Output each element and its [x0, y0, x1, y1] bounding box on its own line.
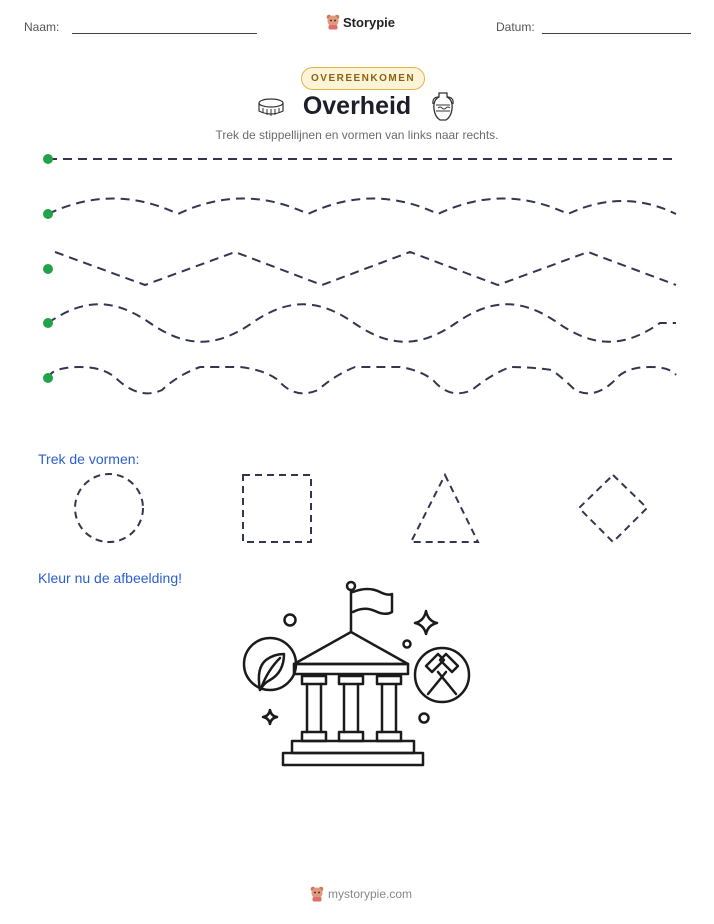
trace-diamond: [579, 475, 647, 542]
start-dot: [43, 264, 53, 274]
shapes-heading: Trek de vormen:: [38, 451, 140, 467]
brand-logo: [326, 14, 395, 30]
trace-triangle: [411, 475, 478, 542]
instruction-text: Trek de stippellijnen en vormen van links naar rechts.: [215, 128, 499, 142]
date-line[interactable]: [542, 33, 691, 34]
footer: [310, 886, 412, 902]
coloring-heading: Kleur nu de afbeelding!: [38, 570, 182, 586]
start-dot: [43, 154, 53, 164]
vase-icon: [430, 91, 456, 123]
government-building-icon: [236, 578, 476, 770]
topic-badge: OVEREENKOMEN: [301, 67, 425, 90]
trace-square: [243, 475, 311, 542]
date-label: Datum:: [496, 20, 535, 34]
name-label: Naam:: [24, 20, 60, 34]
trace-line-wave: [48, 304, 676, 342]
name-line[interactable]: [72, 33, 257, 34]
bear-icon: [326, 14, 340, 30]
page-title: Overheid: [302, 92, 412, 120]
trace-line-bumps: [48, 367, 676, 393]
tracing-lines: [0, 140, 714, 400]
start-dot: [43, 209, 53, 219]
bear-icon: [310, 886, 324, 902]
coliseum-icon: [256, 96, 286, 118]
trace-line-gentle-wave: [48, 199, 676, 215]
trace-line-zigzag: [55, 252, 676, 285]
brand-name: Storypie: [343, 14, 396, 30]
tracing-shapes: [0, 468, 714, 550]
start-dot: [43, 373, 53, 383]
start-dot: [43, 318, 53, 328]
footer-url[interactable]: mystorypie.com: [328, 887, 413, 901]
trace-circle: [75, 474, 143, 542]
